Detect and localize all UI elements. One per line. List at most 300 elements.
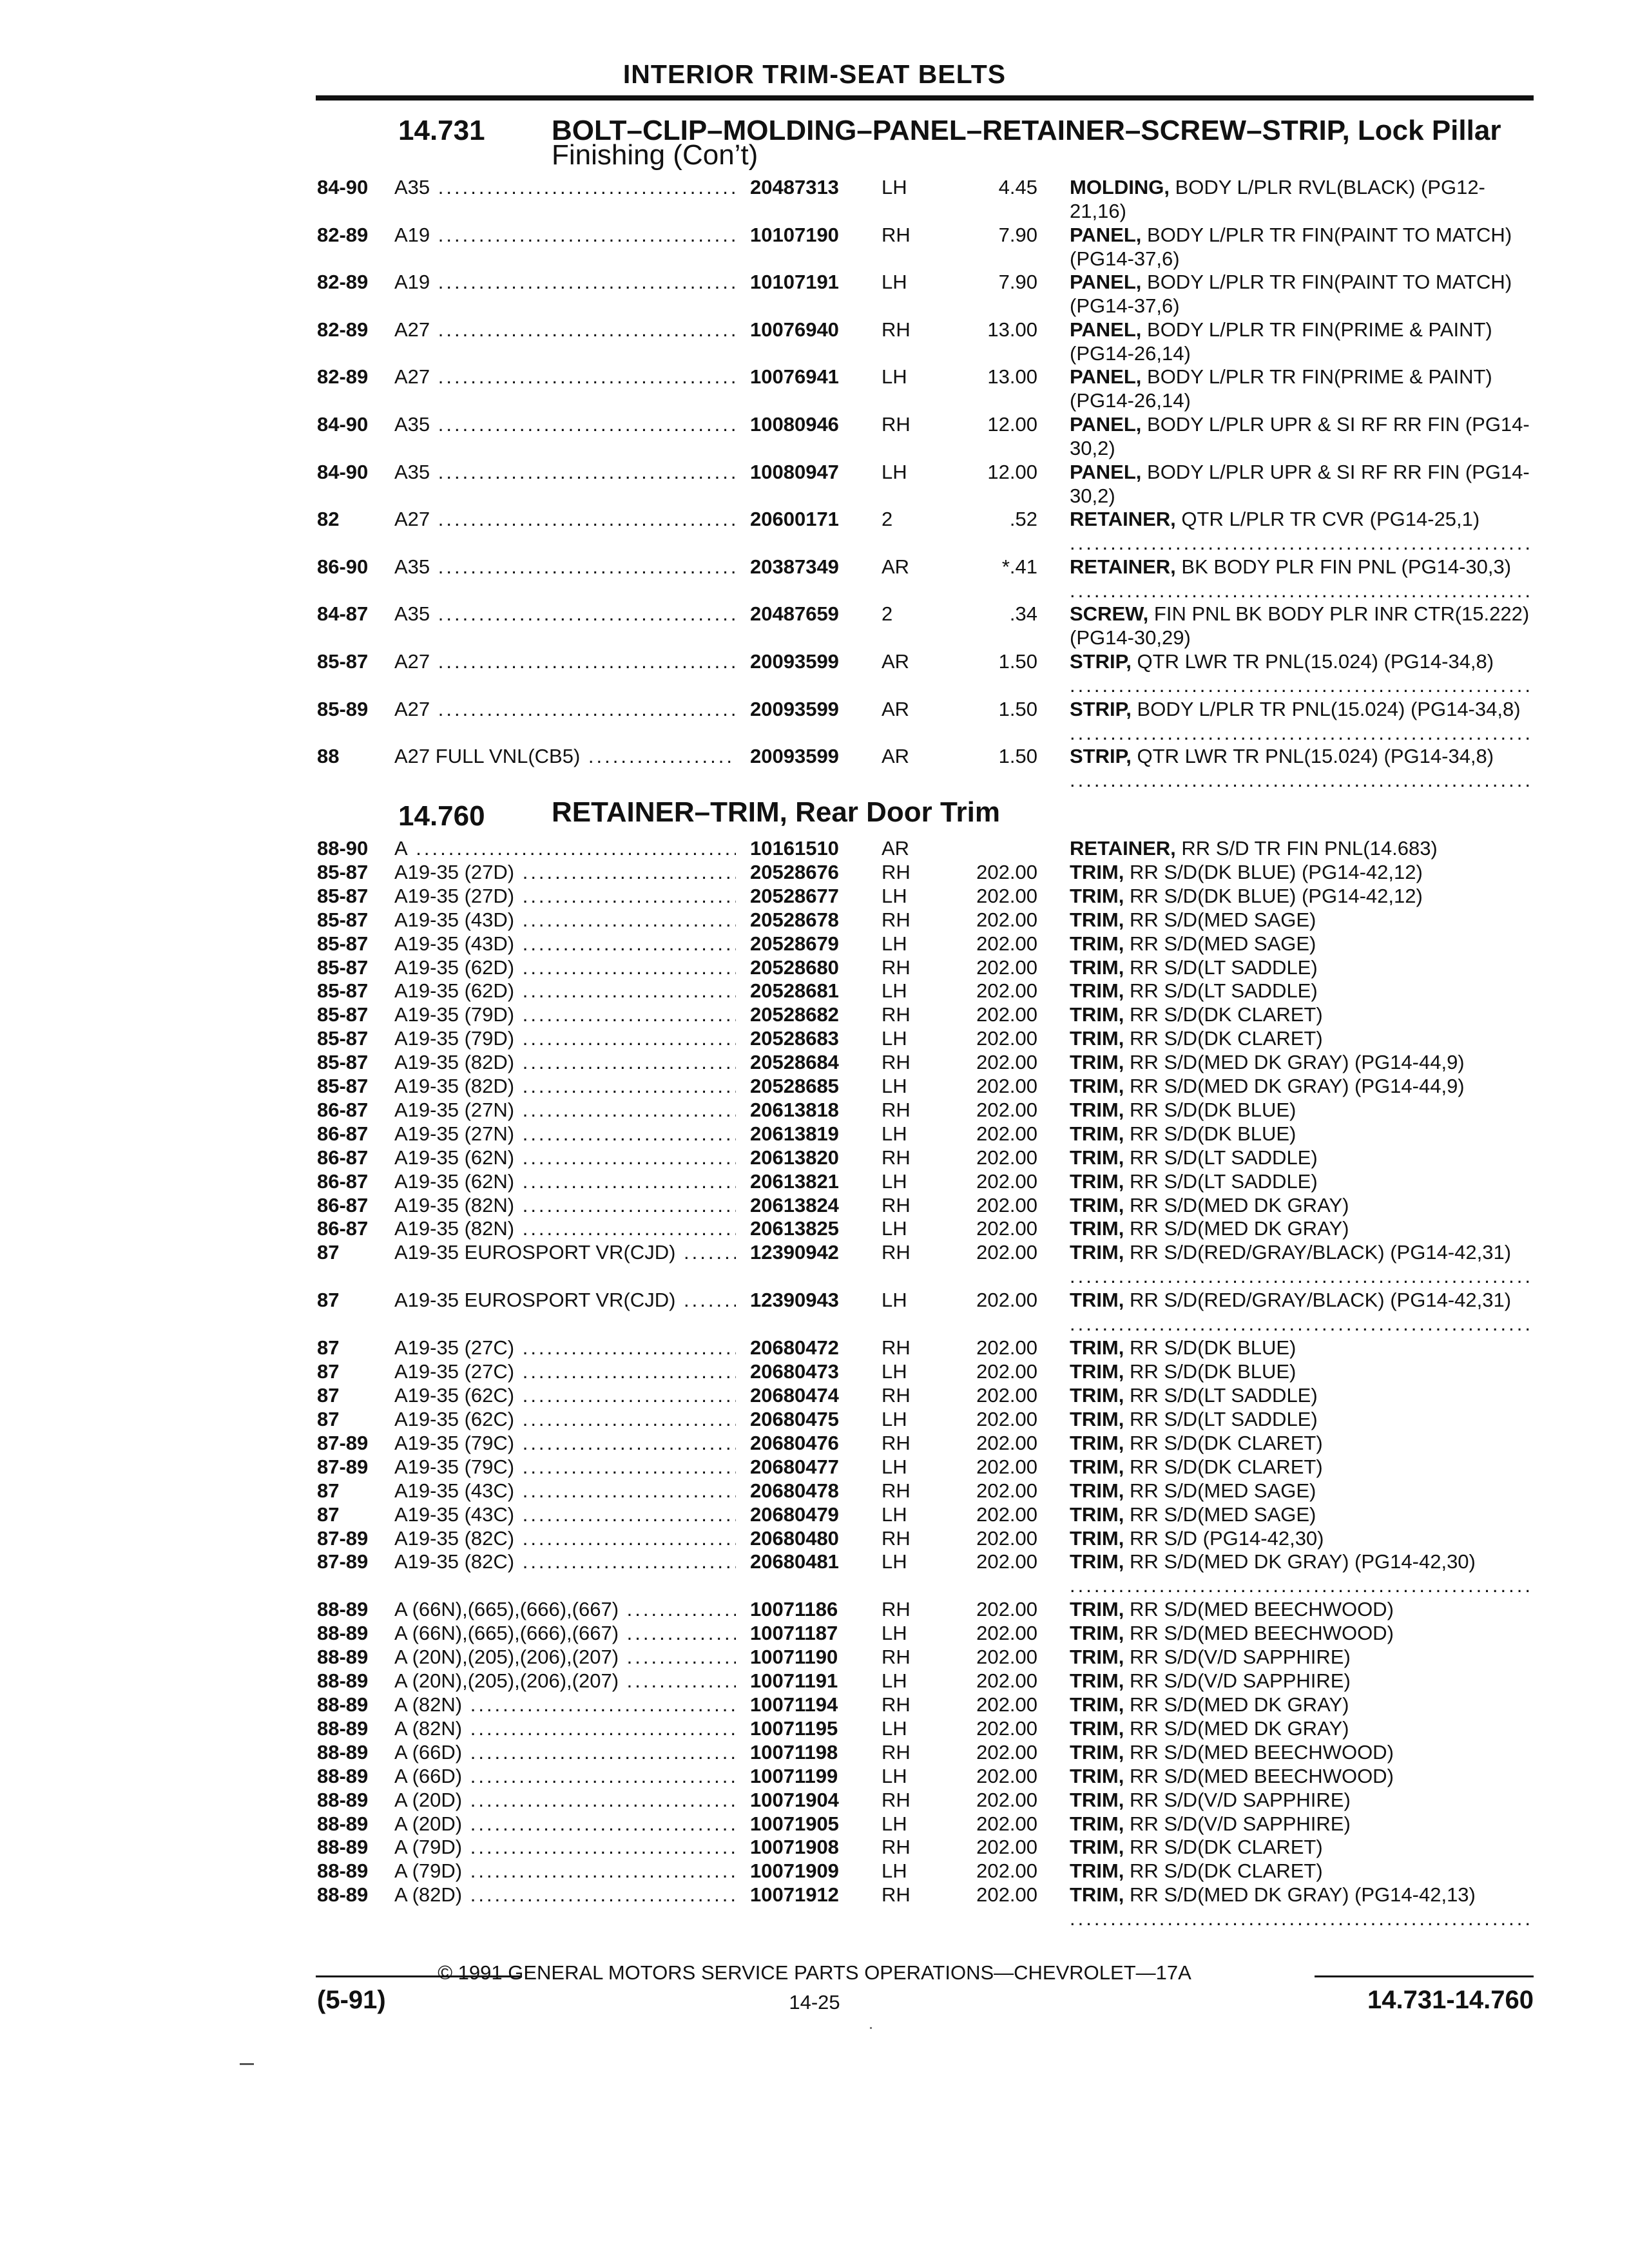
quantity: 2 (882, 508, 893, 531)
quantity: LH (882, 1455, 907, 1478)
price: 202.00 (976, 1360, 1037, 1383)
part-number: 20093599 (750, 697, 839, 720)
year-range: 88-89 (317, 1693, 369, 1716)
part-name: PANEL, (1070, 318, 1142, 341)
description-text: RR S/D(V/D SAPPHIRE) ..... (1070, 1812, 1534, 1836)
description (1070, 270, 1534, 318)
year-range: 87-89 (317, 1431, 369, 1454)
part-name: TRIM, (1070, 1336, 1124, 1360)
model: A19-35 (27C) ..... (394, 1360, 736, 1383)
year-range: 86-87 (317, 1169, 369, 1193)
description-text: RR S/D(V/D SAPPHIRE) ..... (1070, 1789, 1534, 1812)
description-text: RR S/D(MED BEECHWOOD) ..... (1070, 1622, 1534, 1645)
part-number: 10080946 (750, 413, 839, 436)
part-number: 20680476 (750, 1431, 839, 1454)
quantity: RH (882, 1740, 911, 1763)
description-text: BODY L/PLR UPR & SI RF RR FIN (PG14-30,2) ..... (1070, 413, 1534, 460)
description-text: QTR LWR TR PNL(15.024) (PG14-34,8) ..... (1070, 650, 1534, 697)
description-text: RR S/D(DK BLUE) (PG14-42,12) ..... (1070, 861, 1534, 884)
description-text: RR S/D(MED BEECHWOOD) ..... (1070, 1741, 1534, 1764)
description-text: QTR L/PLR TR CVR (PG14-25,1) ..... (1070, 508, 1534, 554)
price: 13.00 (987, 365, 1037, 389)
price: 202.00 (976, 1622, 1037, 1645)
part-name: TRIM, (1070, 1217, 1124, 1240)
price: 4.45 (998, 176, 1037, 198)
part-number: 20528681 (750, 979, 839, 1003)
price: 202.00 (976, 1241, 1037, 1264)
description (1070, 860, 1534, 884)
quantity: LH (882, 1812, 907, 1835)
part-name: PANEL, (1070, 271, 1142, 294)
description (1070, 1503, 1534, 1526)
quantity: RH (882, 1051, 911, 1074)
part-name: TRIM, (1070, 1408, 1124, 1430)
description (1070, 1336, 1534, 1360)
model: A (82N) ..... (394, 1693, 736, 1716)
part-number: 20680474 (750, 1384, 839, 1407)
year-range: 87 (317, 1408, 340, 1430)
part-name: TRIM, (1070, 1646, 1124, 1669)
part-name: TRIM, (1070, 1860, 1124, 1883)
part-number: 10080947 (750, 460, 839, 483)
part-number: 10071905 (750, 1812, 839, 1835)
scan-mark (240, 2063, 254, 2065)
price: 202.00 (976, 1598, 1037, 1621)
year-range: 88-89 (317, 1883, 369, 1907)
quantity: RH (882, 908, 911, 931)
part-number: 12390942 (750, 1241, 839, 1264)
description (1070, 956, 1534, 979)
model: A35 ..... (394, 555, 736, 579)
quantity: RH (882, 956, 911, 979)
description-text: RR S/D(V/D SAPPHIRE) ..... (1070, 1669, 1534, 1693)
model: A (79D) ..... (394, 1835, 736, 1859)
price: 202.00 (976, 1408, 1037, 1430)
model: A19-35 (62N) ..... (394, 1169, 736, 1193)
description-text: BODY L/PLR RVL(BLACK) (PG12-21,16) ..... (1070, 176, 1534, 223)
description (1070, 1455, 1534, 1479)
model: A19-35 (62D) ..... (394, 956, 736, 979)
part-number: 20528684 (750, 1051, 839, 1074)
description (1070, 1716, 1534, 1740)
price: 202.00 (976, 1051, 1037, 1074)
quantity: LH (882, 1075, 907, 1097)
price: 13.00 (987, 318, 1037, 341)
part-number: 20487313 (750, 176, 839, 198)
description-text: RR S/D(DK BLUE) ..... (1070, 1122, 1534, 1146)
price: 202.00 (976, 932, 1037, 955)
description (1070, 836, 1534, 860)
description (1070, 1812, 1534, 1836)
part-number: 20387349 (750, 555, 839, 578)
part-name: PANEL, (1070, 365, 1142, 389)
model: A35 ..... (394, 175, 736, 199)
quantity: LH (882, 1503, 907, 1526)
part-number: 20680478 (750, 1479, 839, 1502)
year-range: 86-87 (317, 1217, 369, 1240)
quantity: AR (882, 697, 910, 720)
description (1070, 884, 1534, 908)
description (1070, 1550, 1534, 1597)
description (1070, 1835, 1534, 1859)
model: A19 ..... (394, 270, 736, 294)
year-range: 88-89 (317, 1716, 369, 1740)
model: A19-35 (82D) ..... (394, 1074, 736, 1098)
part-name: TRIM, (1070, 1479, 1124, 1502)
description (1070, 1003, 1534, 1026)
part-number: 10107190 (750, 223, 839, 246)
year-range: 86-90 (317, 555, 369, 578)
quantity: LH (882, 1860, 907, 1883)
part-name: TRIM, (1070, 979, 1124, 1003)
price: 202.00 (976, 979, 1037, 1003)
price: 7.90 (998, 271, 1037, 294)
price: 202.00 (976, 956, 1037, 979)
quantity: LH (882, 271, 907, 294)
price: 202.00 (976, 1550, 1037, 1573)
quantity: RH (882, 318, 911, 341)
description (1070, 1050, 1534, 1074)
quantity: RH (882, 1098, 911, 1121)
year-range: 85-87 (317, 979, 369, 1003)
part-number: 20680481 (750, 1550, 839, 1573)
description-text: RR S/D(LT SADDLE) ..... (1070, 1146, 1534, 1169)
year-range: 84-90 (317, 460, 369, 483)
description-text: BODY L/PLR TR PNL(15.024) (PG14-34,8) ..... (1070, 698, 1534, 744)
part-name: TRIM, (1070, 1526, 1124, 1550)
description-text: RR S/D(LT SADDLE) ..... (1070, 979, 1534, 1003)
quantity: RH (882, 1693, 911, 1716)
description (1070, 602, 1534, 649)
model: A19-35 (82C) ..... (394, 1550, 736, 1573)
year-range: 85-87 (317, 932, 369, 955)
part-name: TRIM, (1070, 1241, 1124, 1264)
part-number: 20613824 (750, 1193, 839, 1216)
quantity: LH (882, 1217, 907, 1240)
description-text: RR S/D(MED SAGE) ..... (1070, 932, 1534, 956)
year-range: 85-87 (317, 650, 369, 673)
description-text: RR S/D(DK CLARET) ..... (1070, 1860, 1534, 1883)
model: A19 ..... (394, 223, 736, 247)
description (1070, 365, 1534, 412)
description (1070, 697, 1534, 745)
price: 202.00 (976, 1193, 1037, 1216)
model: A27 ..... (394, 649, 736, 673)
quantity: RH (882, 1646, 911, 1669)
description-text: RR S/D(DK CLARET) ..... (1070, 1003, 1534, 1026)
footer-page-number: 14-25 (789, 1991, 840, 2013)
footer-copyright: © 1991 GENERAL MOTORS SERVICE PARTS OPERATIONS—CHEVROLET—17A (438, 1961, 1191, 1984)
part-number: 20528677 (750, 884, 839, 907)
description-text: FIN PNL BK BODY PLR INR CTR(15.222) (PG14-30,29) ..... (1070, 602, 1534, 649)
part-name: TRIM, (1070, 1122, 1124, 1145)
part-number: 10071199 (750, 1764, 838, 1787)
part-name: RETAINER, (1070, 837, 1176, 860)
description-text: RR S/D(MED DK GRAY) (PG14-44,9) ..... (1070, 1075, 1534, 1098)
model: A19-35 (43D) ..... (394, 932, 736, 956)
description (1070, 1146, 1534, 1169)
model: A19-35 (62C) ..... (394, 1383, 736, 1407)
year-range: 88-89 (317, 1646, 369, 1669)
model: A19-35 (43D) ..... (394, 908, 736, 932)
part-number: 20613820 (750, 1146, 839, 1169)
part-name: STRIP, (1070, 745, 1132, 768)
year-range: 87 (317, 1336, 340, 1360)
description (1070, 1098, 1534, 1122)
year-range: 85-87 (317, 956, 369, 979)
model: A (66D) ..... (394, 1740, 736, 1764)
section-title-text: BOLT–CLIP–MOLDING–PANEL–RETAINER–SCREW–STRIP, Lock Pillar (552, 115, 1501, 146)
description (1070, 1216, 1534, 1240)
description (1070, 1383, 1534, 1407)
part-number: 20680475 (750, 1408, 839, 1430)
year-range: 85-87 (317, 884, 369, 907)
description-text: RR S/D(MED SAGE) ..... (1070, 1503, 1534, 1526)
part-name: MOLDING, (1070, 176, 1170, 198)
model: A ..... (394, 836, 736, 860)
part-name: TRIM, (1070, 1098, 1124, 1121)
year-range: 84-90 (317, 176, 369, 198)
model: A19-35 (27D) ..... (394, 884, 736, 908)
year-range: 88-89 (317, 1764, 369, 1787)
description (1070, 555, 1534, 602)
quantity: AR (882, 745, 910, 768)
price: *.41 (1001, 555, 1037, 578)
price: 202.00 (976, 1122, 1037, 1145)
model: A19-35 (62D) ..... (394, 979, 736, 1003)
part-name: TRIM, (1070, 1716, 1124, 1740)
price: 7.90 (998, 223, 1037, 246)
model: A19-35 (27D) ..... (394, 860, 736, 884)
description (1070, 1288, 1534, 1336)
description-text: RR S/D TR FIN PNL(14.683) ..... (1070, 837, 1534, 860)
part-number: 20613818 (750, 1098, 839, 1121)
model: A19-35 (82N) ..... (394, 1193, 736, 1217)
year-range: 86-87 (317, 1098, 369, 1121)
price: 202.00 (976, 1883, 1037, 1907)
description (1070, 1431, 1534, 1455)
part-name: TRIM, (1070, 1788, 1124, 1811)
year-range: 88-89 (317, 1669, 369, 1693)
quantity: RH (882, 1146, 911, 1169)
part-name: TRIM, (1070, 1693, 1124, 1716)
model: A27 FULL VNL(CB5) ..... (394, 744, 736, 768)
description-text: RR S/D(LT SADDLE) ..... (1070, 1170, 1534, 1193)
description-text: RR S/D(DK BLUE) ..... (1070, 1360, 1534, 1383)
quantity: LH (882, 1408, 907, 1430)
year-range: 82-89 (317, 365, 369, 389)
description (1070, 318, 1534, 365)
quantity: RH (882, 1836, 911, 1859)
model: A (66N),(665),(666),(667) ..... (394, 1597, 736, 1621)
part-number: 20528678 (750, 908, 839, 931)
description-text: RR S/D(MED DK GRAY) ..... (1070, 1217, 1534, 1240)
description-text: RR S/D(MED DK GRAY) (PG14-42,13) ..... (1070, 1883, 1534, 1930)
part-name: TRIM, (1070, 1622, 1124, 1645)
price: 202.00 (976, 1740, 1037, 1763)
model: A19-35 (82D) ..... (394, 1050, 736, 1074)
quantity: LH (882, 884, 907, 907)
description-text: BODY L/PLR TR FIN(PRIME & PAINT) (PG14-26,14) ..... (1070, 365, 1534, 412)
part-number: 20680480 (750, 1526, 839, 1550)
quantity: LH (882, 1289, 907, 1312)
part-name: TRIM, (1070, 1169, 1124, 1193)
description-text: RR S/D (PG14-42,30) ..... (1070, 1527, 1534, 1550)
year-range: 88-89 (317, 1598, 369, 1621)
model: A (20D) ..... (394, 1812, 736, 1836)
part-name: RETAINER, (1070, 508, 1176, 531)
year-range: 88-89 (317, 1622, 369, 1645)
quantity: LH (882, 1122, 907, 1145)
description (1070, 1526, 1534, 1550)
price: .52 (1009, 508, 1037, 531)
price: 202.00 (976, 1836, 1037, 1859)
year-range: 85-87 (317, 1075, 369, 1097)
quantity: LH (882, 365, 907, 389)
quantity: LH (882, 1027, 907, 1050)
description-text: RR S/D(MED DK GRAY) (PG14-42,30) ..... (1070, 1550, 1534, 1597)
description (1070, 223, 1534, 271)
quantity: LH (882, 979, 907, 1003)
description-text: BODY L/PLR TR FIN(PAINT TO MATCH) (PG14-37,6) ..... (1070, 224, 1534, 271)
description (1070, 1479, 1534, 1503)
quantity: RH (882, 1883, 911, 1907)
price: 202.00 (976, 1146, 1037, 1169)
description-text: RR S/D(V/D SAPPHIRE) ..... (1070, 1646, 1534, 1669)
year-range: 85-87 (317, 1003, 369, 1026)
quantity: RH (882, 1598, 911, 1621)
part-number: 20600171 (750, 508, 839, 531)
model: A19-35 (79D) ..... (394, 1026, 736, 1050)
part-name: TRIM, (1070, 1550, 1124, 1573)
part-name: PANEL, (1070, 460, 1142, 483)
part-number: 20680477 (750, 1455, 839, 1478)
part-name: TRIM, (1070, 1883, 1124, 1907)
part-number: 20487659 (750, 602, 839, 626)
description (1070, 1360, 1534, 1383)
part-number: 10071190 (750, 1646, 838, 1669)
description (1070, 1645, 1534, 1669)
description (1070, 649, 1534, 697)
price: 202.00 (976, 1860, 1037, 1883)
quantity: RH (882, 1431, 911, 1454)
year-range: 82 (317, 508, 340, 531)
year-range: 85-87 (317, 1027, 369, 1050)
price: 202.00 (976, 1384, 1037, 1407)
year-range: 87-89 (317, 1526, 369, 1550)
description-text: RR S/D(MED BEECHWOOD) ..... (1070, 1765, 1534, 1788)
part-number: 20680473 (750, 1360, 839, 1383)
price: 202.00 (976, 1716, 1037, 1740)
year-range: 86-87 (317, 1146, 369, 1169)
quantity: RH (882, 223, 911, 246)
quantity: RH (882, 1788, 911, 1811)
model: A (20N),(205),(206),(207) ..... (394, 1669, 736, 1693)
price: 202.00 (976, 1526, 1037, 1550)
part-name: TRIM, (1070, 1669, 1124, 1693)
part-number: 10161510 (750, 837, 839, 860)
part-number: 12390943 (750, 1289, 839, 1312)
quantity: LH (882, 176, 907, 198)
part-number: 10071904 (750, 1788, 839, 1811)
part-name: TRIM, (1070, 1051, 1124, 1074)
description (1070, 1859, 1534, 1883)
model: A19-35 (27N) ..... (394, 1098, 736, 1122)
description (1070, 507, 1534, 555)
price: 202.00 (976, 1169, 1037, 1193)
description-text: BODY L/PLR TR FIN(PAINT TO MATCH) (PG14-37,6) ..... (1070, 271, 1534, 318)
price: 202.00 (976, 1812, 1037, 1835)
quantity: 2 (882, 602, 893, 626)
model: A19-35 EUROSPORT VR(CJD) ..... (394, 1288, 736, 1312)
part-name: TRIM, (1070, 1503, 1124, 1526)
section-subtitle: Finishing (Con’t) (552, 139, 758, 171)
model: A19-35 (62N) ..... (394, 1146, 736, 1169)
model: A19-35 (43C) ..... (394, 1479, 736, 1503)
part-name: PANEL, (1070, 223, 1142, 246)
model: A19-35 (79D) ..... (394, 1003, 736, 1026)
quantity: LH (882, 1764, 907, 1787)
description (1070, 1740, 1534, 1764)
price: 1.50 (998, 745, 1037, 768)
price: 202.00 (976, 1098, 1037, 1121)
quantity: AR (882, 555, 910, 578)
year-range: 85-89 (317, 697, 369, 720)
price: 202.00 (976, 1503, 1037, 1526)
description (1070, 1240, 1534, 1288)
section-title: RETAINER–TRIM, Rear Door Trim (552, 796, 1000, 828)
year-range: 86-87 (317, 1193, 369, 1216)
part-name: TRIM, (1070, 1740, 1124, 1763)
model: A27 ..... (394, 507, 736, 531)
year-range: 85-87 (317, 908, 369, 931)
description (1070, 979, 1534, 1003)
year-range: 84-90 (317, 413, 369, 436)
year-range: 88-89 (317, 1788, 369, 1811)
price: 202.00 (976, 1027, 1037, 1050)
quantity: RH (882, 860, 911, 883)
year-range: 82-89 (317, 318, 369, 341)
description-text: RR S/D(DK CLARET) ..... (1070, 1432, 1534, 1455)
part-name: TRIM, (1070, 884, 1124, 907)
quantity: LH (882, 1360, 907, 1383)
year-range: 88-89 (317, 1740, 369, 1763)
part-number: 10071908 (750, 1836, 839, 1859)
year-range: 87 (317, 1479, 340, 1502)
part-number: 20613825 (750, 1217, 839, 1240)
price: 202.00 (976, 1764, 1037, 1787)
price: 12.00 (987, 460, 1037, 483)
year-range: 85-87 (317, 860, 369, 883)
description (1070, 744, 1534, 792)
quantity: LH (882, 1550, 907, 1573)
part-name: TRIM, (1070, 908, 1124, 931)
quantity: RH (882, 1241, 911, 1264)
part-number: 20528682 (750, 1003, 839, 1026)
quantity: LH (882, 1622, 907, 1645)
part-name: TRIM, (1070, 1764, 1124, 1787)
description (1070, 1026, 1534, 1050)
model: A (82D) ..... (394, 1883, 736, 1907)
quantity: LH (882, 932, 907, 955)
part-name: TRIM, (1070, 932, 1124, 955)
description (1070, 460, 1534, 508)
year-range: 88-89 (317, 1812, 369, 1835)
quantity: AR (882, 650, 910, 673)
year-range: 87 (317, 1384, 340, 1407)
year-range: 82-89 (317, 271, 369, 294)
part-number: 10071909 (750, 1860, 839, 1883)
